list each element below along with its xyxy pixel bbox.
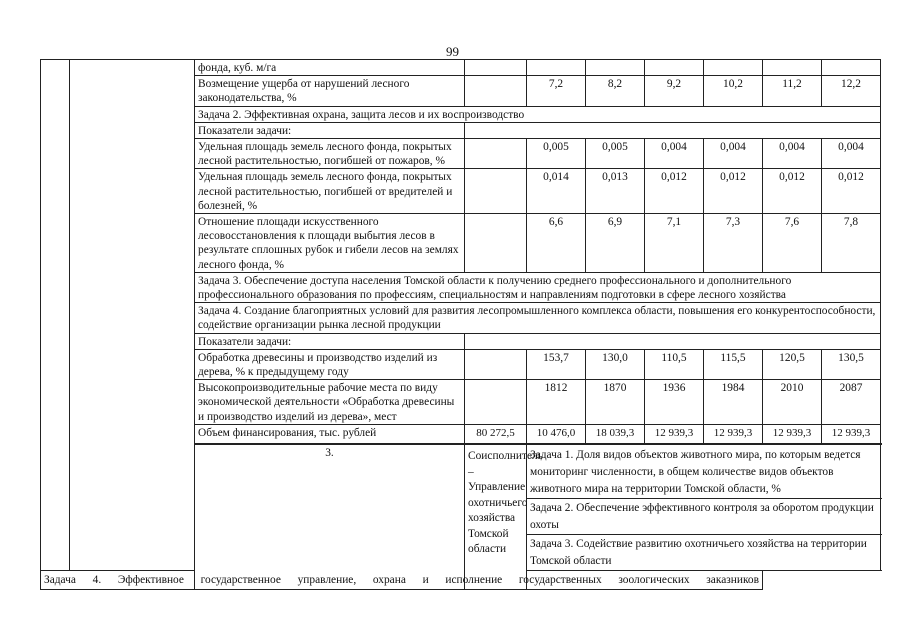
value-cell: 153,7 — [527, 349, 586, 379]
value-cell: 0,004 — [763, 139, 822, 169]
value-cell: 7,6 — [763, 214, 822, 273]
task-title: Задача 3. Содействие развитию охотничьего хозяйства на территории Томской области — [527, 535, 881, 571]
row-label: фонда, куб. м/га — [195, 60, 465, 76]
value-cell: 110,5 — [645, 349, 704, 379]
value-cell: 7,8 — [822, 214, 881, 273]
value-cell: 1870 — [586, 380, 645, 425]
value-cell: 0,005 — [527, 139, 586, 169]
value-cell: 0,004 — [645, 139, 704, 169]
task-title: Задача 4. Эффективное государственное управление, охрана и исполнение государственных зоологических заказников — [41, 571, 763, 590]
financing-value: 12 939,3 — [645, 424, 704, 444]
task-title: Задача 2. Эффективная охрана, защита лесов и их воспроизводство — [195, 106, 881, 122]
value-cell: 0,005 — [586, 139, 645, 169]
row-label: Удельная площадь земель лесного фонда, покрытых лесной растительностью, погибшей от вредителей и болезней, % — [195, 169, 465, 214]
financing-value: 12 939,3 — [763, 424, 822, 444]
value-cell: 0,012 — [822, 169, 881, 214]
task-title: Задача 1. Доля видов объектов животного мира, по которым ведется мониторинг численности, в общем количестве видов объектов животного мира на территории Томской области, % — [527, 444, 881, 499]
value-cell: 0,013 — [586, 169, 645, 214]
value-cell: 2010 — [763, 380, 822, 425]
value-cell: 0,014 — [527, 169, 586, 214]
task-title: Задача 2. Обеспечение эффективного контроля за оборотом продукции охоты — [527, 499, 881, 535]
executor: Соисполнитель – Управление охотничьего хозяйства Томской области — [465, 444, 527, 590]
task-title: Задача 3. Обеспечение доступа населения Томской области к получению среднего профессионального и дополнительного профессионального образования по профессиям, специальностям и направлениям подготовки в сфере лесного хозяйства — [195, 272, 881, 302]
value-cell: 1812 — [527, 380, 586, 425]
financing-value: 12 939,3 — [822, 424, 881, 444]
indicators-label: Показатели задачи: — [195, 122, 465, 138]
section-number: 3. — [195, 444, 465, 590]
value-cell: 7,3 — [704, 214, 763, 273]
row-label: Обработка древесины и производство изделий из дерева, % к предыдущему году — [195, 349, 465, 379]
value-cell: 130,5 — [822, 349, 881, 379]
value-cell: 1936 — [645, 380, 704, 425]
financing-label: Объем финансирования, тыс. рублей — [195, 424, 465, 444]
value-cell: 0,004 — [822, 139, 881, 169]
table-row — [41, 60, 881, 76]
value-cell: 0,012 — [645, 169, 704, 214]
value-cell: 10,2 — [704, 76, 763, 106]
value-cell: 11,2 — [763, 76, 822, 106]
value-cell: 115,5 — [704, 349, 763, 379]
value-cell: 12,2 — [822, 76, 881, 106]
row-label: Удельная площадь земель лесного фонда, покрытых лесной растительностью, погибшей от пожаров, % — [195, 139, 465, 169]
financing-value: 18 039,3 — [586, 424, 645, 444]
value-cell: 0,004 — [704, 139, 763, 169]
value-cell: 8,2 — [586, 76, 645, 106]
value-cell: 0,012 — [704, 169, 763, 214]
financing-value: 12 939,3 — [704, 424, 763, 444]
indicators-label: Показатели задачи: — [195, 333, 465, 349]
value-cell: 0,012 — [763, 169, 822, 214]
value-cell: 7,2 — [527, 76, 586, 106]
value-cell: 1984 — [704, 380, 763, 425]
section-number-cell — [41, 60, 70, 571]
row-label: Отношение площади искусственного лесовосстановления к площади выбытия лесов в результате сплошных рубок и гибели лесов на землях лесного фонда, % — [195, 214, 465, 273]
row-label: Высокопроизводительные рабочие места по виду экономической деятельности «Обработка древесины и производство изделий из дерева», мест — [195, 380, 465, 425]
financing-value: 10 476,0 — [527, 424, 586, 444]
total-cell — [465, 76, 527, 106]
indicators-table — [40, 59, 881, 590]
value-cell: 9,2 — [645, 76, 704, 106]
financing-total: 80 272,5 — [465, 424, 527, 444]
value-cell: 7,1 — [645, 214, 704, 273]
value-cell: 2087 — [822, 380, 881, 425]
row-label: Возмещение ущерба от нарушений лесного законодательства, % — [195, 76, 465, 106]
value-cell: 6,9 — [586, 214, 645, 273]
value-cell: 120,5 — [763, 349, 822, 379]
task-title: Задача 4. Создание благоприятных условий для развития лесопромышленного комплекса области, повышения его конкурентоспособности, содействие организации рынка лесной продукции — [195, 303, 881, 333]
value-cell: 130,0 — [586, 349, 645, 379]
page-number: 99 — [446, 44, 459, 59]
value-cell: 6,6 — [527, 214, 586, 273]
executor-cell — [70, 60, 195, 571]
task-row — [41, 571, 881, 590]
